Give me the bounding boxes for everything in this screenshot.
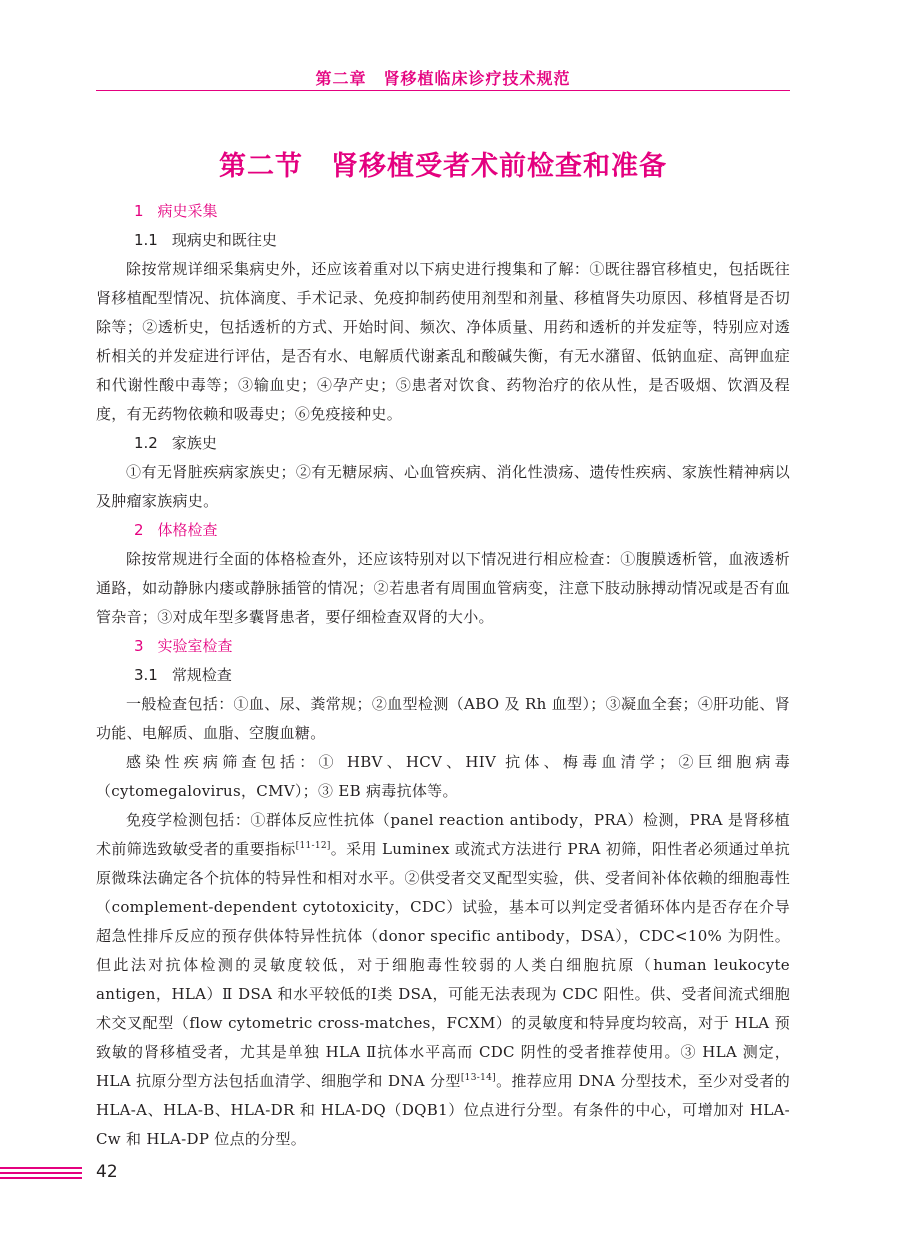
heading-number: 1.1 [134, 231, 158, 249]
heading-number: 3 [134, 637, 144, 655]
page-body [96, 197, 790, 1154]
heading-text: 病史采集 [157, 202, 218, 220]
page-number-decoration [0, 1177, 82, 1179]
paragraph-immunology [96, 806, 790, 1154]
heading-number: 3.1 [134, 666, 158, 684]
heading-text: 现病史和既往史 [171, 231, 277, 249]
heading-number: 2 [134, 521, 144, 539]
heading-1-2-family-history [96, 429, 790, 458]
paragraph-family-history: ①有无肾脏疾病家族史；②有无糖尿病、心血管疾病、消化性溃疡、遗传性疾病、家族性精神病以及肿瘤家族病史。 [96, 463, 790, 510]
page-number: 42 [96, 1162, 118, 1182]
paragraph-text: 免疫学检测包括：①群体反应性抗体（panel reaction antibody，PRA）检测，PRA 是肾移植术前筛选致敏受者的重要指标 [96, 811, 790, 858]
heading-3-1-routine-tests [96, 661, 790, 690]
section-title: 第二节 肾移植受者术前检查和准备 [219, 151, 667, 182]
heading-text: 体格检查 [157, 521, 218, 539]
heading-3-lab-tests [96, 632, 790, 661]
heading-text: 实验室检查 [157, 637, 233, 655]
heading-1-history [96, 197, 790, 226]
paragraph-physical-exam: 除按常规进行全面的体格检查外，还应该特别对以下情况进行相应检查：①腹膜透析管，血液透析通路，如动静脉内瘘或静脉插管的情况；②若患者有周围血管病变，注意下肢动脉搏动情况或是否有血管杂音；③对成年型多囊肾患者，要仔细检查双肾的大小。 [96, 550, 790, 626]
heading-number: 1.2 [134, 434, 158, 452]
heading-1-1-current-past-history [96, 226, 790, 255]
citation-ref: [13-14] [460, 1073, 496, 1083]
paragraph-history: 除按常规详细采集病史外，还应该着重对以下病史进行搜集和了解：①既往器官移植史，包括既往肾移植配型情况、抗体滴度、手术记录、免疫抑制药使用剂型和剂量、移植肾失功原因、移植肾是否切除等；②透析史，包括透析的方式、开始时间、频次、净体质量、用药和透析的并发症等，特别应对透析相关的并发症进行评估，是否有水、电解质代谢紊乱和酸碱失衡，有无水潴留、低钠血症、高钾血症和代谢性酸中毒等；③输血史；④孕产史；⑤患者对饮食、药物治疗的依从性，是否吸烟、饮酒及程度，有无药物依赖和吸毒史；⑥免疫接种史。 [96, 260, 790, 423]
citation-ref: [11-12] [295, 841, 331, 851]
header-rule [96, 90, 790, 91]
heading-number: 1 [134, 202, 144, 220]
paragraph-text: 。采用 Luminex 或流式方法进行 PRA 初筛，阳性者必须通过单抗原微珠法确定各个抗体的特异性和相对水平。②供受者交叉配型实验，供、受者间补体依赖的细胞毒性（complement-dependent cytotoxicity，CDC）试验，基本可以判定受者循环体内是否存在介导超急性排斥反应的预存供体特异性抗体（donor specific antibody，DSA），CDC<10% 为阴性。但此法对抗体检测的灵敏度较低，对于细胞毒性较弱的人类白细胞抗原（human leukocyte antigen，HLA）Ⅱ DSA 和水平较低的Ⅰ类 DSA，可能无法表现为 CDC 阳性。供、受者间流式细胞术交叉配型（flow cytometric cross-matches，FCXM）的灵敏度和特异度均较高，对于 HLA 预致敏的肾移植受者，尤其是单独 HLA Ⅱ抗体水平高而 CDC 阴性的受者推荐使用。③ HLA 测定，HLA 抗原分型方法包括血清学、细胞学和 DNA 分型 [96, 840, 791, 1090]
paragraph-general-tests: 一般检查包括：①血、尿、粪常规；②血型检测（ABO 及 Rh 血型）；③凝血全套；④肝功能、肾功能、电解质、血脂、空腹血糖。 [96, 695, 790, 742]
paragraph-infection-screening: 感染性疾病筛查包括：① HBV、HCV、HIV 抗体、梅毒血清学；②巨细胞病毒（cytomegalovirus，CMV）；③ EB 病毒抗体等。 [96, 753, 790, 800]
paragraph-text: 。推荐应用 DNA 分型技术，至少对受者的 HLA-A、HLA-B、HLA-DR 和 HLA-DQ（DQB1）位点进行分型。有条件的中心，可增加对 HLA-Cw 和 HLA-DP 位点的分型。 [96, 1072, 791, 1148]
heading-2-physical-exam [96, 516, 790, 545]
page-number-decoration [0, 1167, 82, 1169]
heading-text: 常规检查 [171, 666, 232, 684]
heading-text: 家族史 [171, 434, 217, 452]
page-number-decoration [0, 1172, 82, 1174]
running-head: 第二章 肾移植临床诊疗技术规范 [315, 69, 571, 88]
